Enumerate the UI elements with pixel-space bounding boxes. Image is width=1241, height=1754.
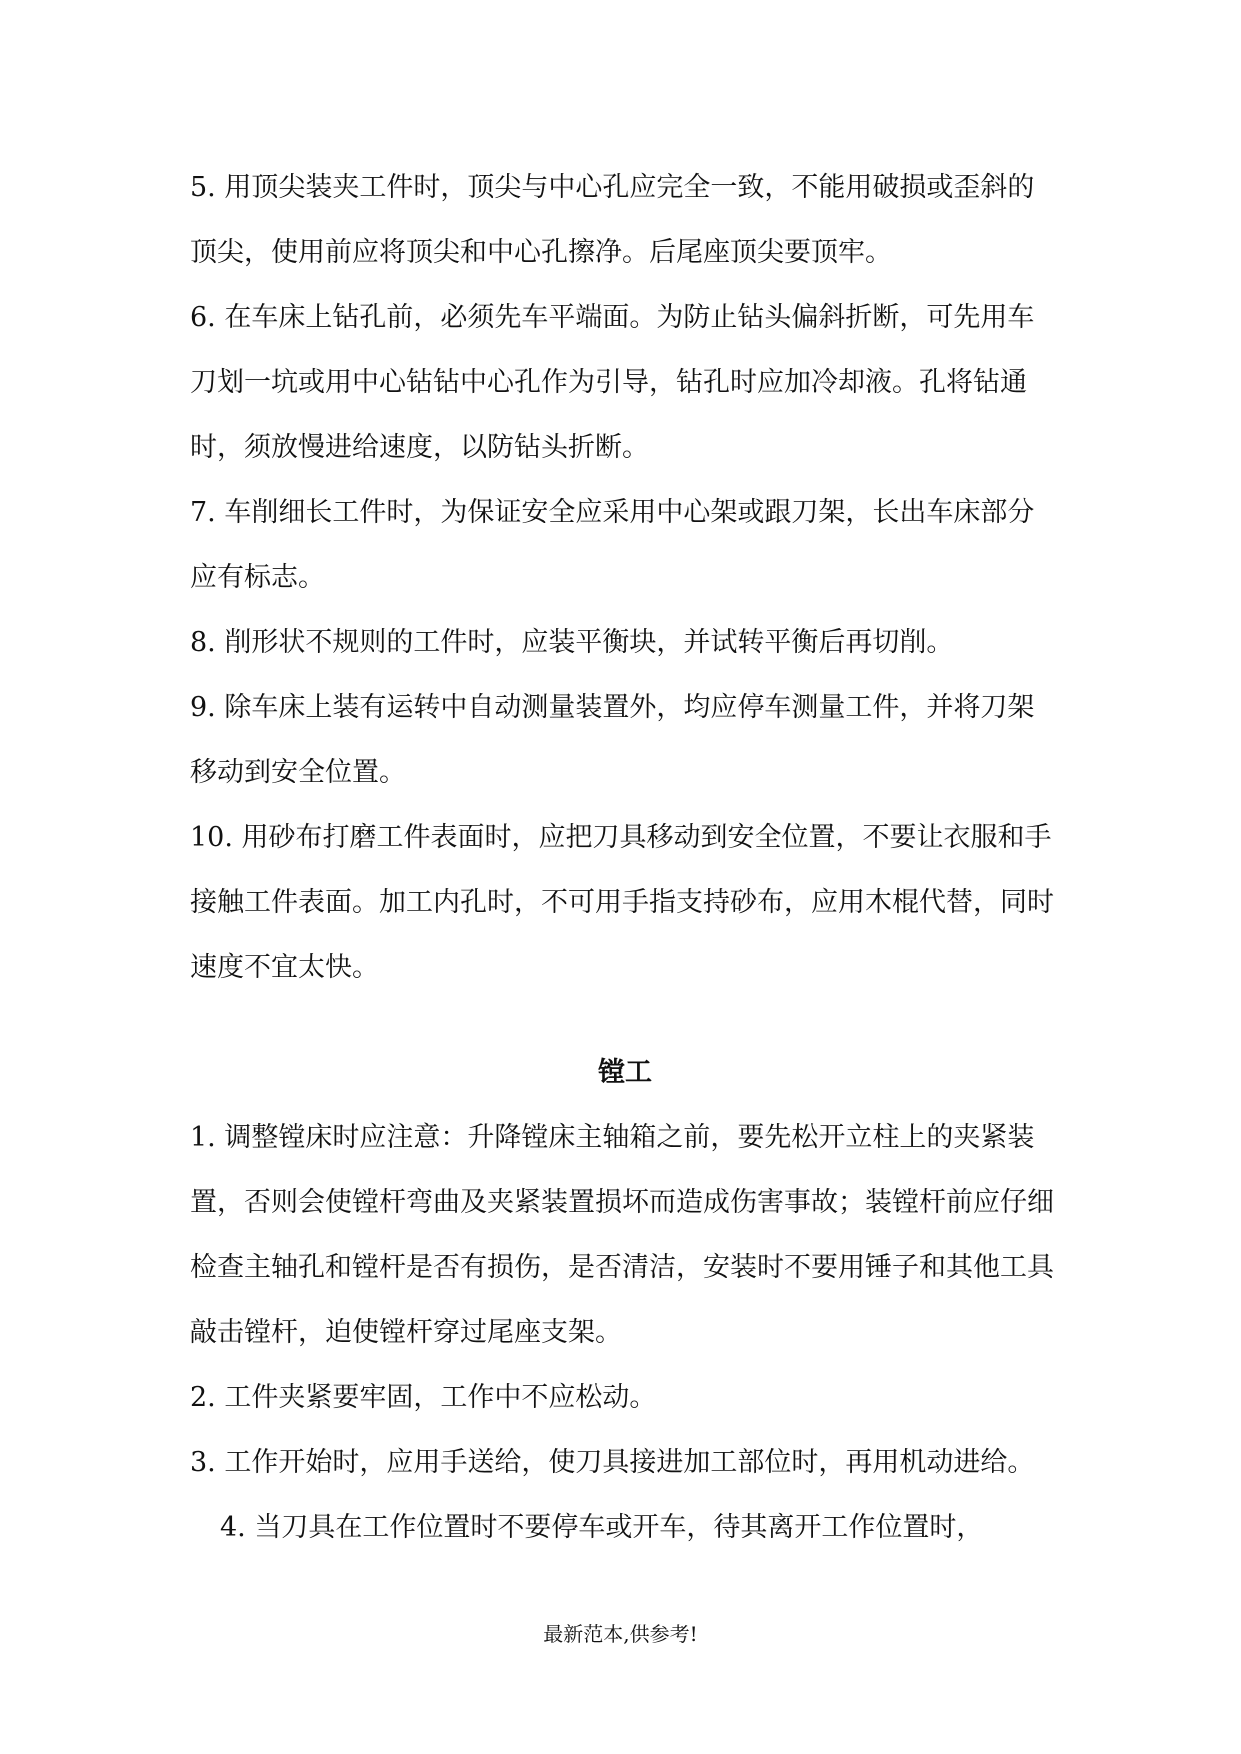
paragraph-boring-2: 2. 工件夹紧要牢固，工作中不应松动。 bbox=[190, 1382, 657, 1413]
paragraph-item-5: 5. 用顶尖装夹工件时，顶尖与中心孔应完全一致，不能用破损或歪斜的顶尖，使用前应将顶尖和中心孔擦净。后尾座顶尖要顶牢。 bbox=[190, 172, 1035, 268]
paragraph-item-10: 10. 用砂布打磨工件表面时，应把刀具移动到安全位置，不要让衣服和手接触工件表面。加工内孔时，不可用手指支持砂布，应用木棍代替，同时速度不宜太快。 bbox=[190, 822, 1054, 983]
paragraph-boring-1: 1. 调整镗床时应注意：升降镗床主轴箱之前，要先松开立柱上的夹紧装置，否则会使镗杆弯曲及夹紧装置损坏而造成伤害事故；装镗杆前应仔细检查主轴孔和镗杆是否有损伤，是否清洁，安装时不要用锤子和其他工具敲击镗杆，迫使镗杆穿过尾座支架。 bbox=[190, 1122, 1054, 1348]
paragraph-item-7: 7. 车削细长工件时，为保证安全应采用中心架或跟刀架，长出车床部分应有标志。 bbox=[190, 497, 1035, 593]
page-footer: 最新范本,供参考! bbox=[543, 1622, 698, 1646]
section-title: 镗工 bbox=[598, 1057, 652, 1088]
paragraph-boring-3: 3. 工作开始时，应用手送给，使刀具接进加工部位时，再用机动进给。 bbox=[190, 1447, 1035, 1478]
paragraph-boring-4: 4. 当刀具在工作位置时不要停车或开车，待其离开工作位置时， bbox=[220, 1512, 984, 1543]
paragraph-item-6: 6. 在车床上钻孔前，必须先车平端面。为防止钻头偏斜折断，可先用车刀划一坑或用中心钻钻中心孔作为引导，钻孔时应加冷却液。孔将钻通时，须放慢进给速度，以防钻头折断。 bbox=[190, 302, 1035, 463]
section-spacer bbox=[190, 1000, 1060, 1040]
document-body bbox=[190, 155, 1060, 1560]
paragraph-item-9: 9. 除车床上装有运转中自动测量装置外，均应停车测量工件，并将刀架移动到安全位置。 bbox=[190, 692, 1035, 788]
paragraph-item-8: 8. 削形状不规则的工件时，应装平衡块，并试转平衡后再切削。 bbox=[190, 627, 954, 658]
